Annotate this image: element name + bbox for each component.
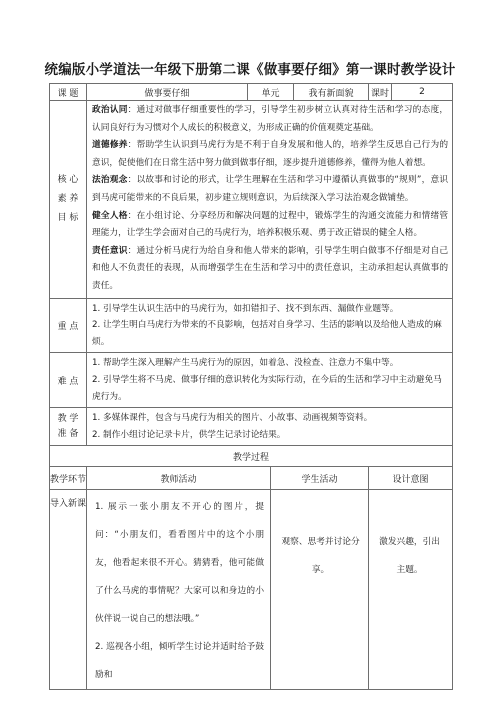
prep-content bbox=[87, 408, 453, 446]
lesson-plan-table bbox=[49, 83, 453, 690]
header-row bbox=[50, 84, 453, 101]
key-points-content bbox=[87, 298, 453, 353]
objective-item: 法治观念：以故事和讨论的形式，让学生理解在生活和学习中遵循认真做事的“规则”，意识到马虎可能带来的不良后果，初步建立规则意识，为后续深入学习法治观念做铺垫。 bbox=[92, 175, 449, 203]
process-design-intent: 激发兴趣，引出主题。 bbox=[369, 490, 453, 690]
key-points-row bbox=[50, 298, 453, 353]
process-stage: 导入新课 bbox=[50, 490, 87, 690]
unit-label: 单元 bbox=[248, 84, 294, 101]
difficulties-content bbox=[87, 353, 453, 408]
difficulties-label: 难 点 bbox=[50, 353, 87, 408]
col-student: 学生活动 bbox=[271, 467, 369, 490]
process-header-row bbox=[50, 467, 453, 490]
process-student-activity: 观察、思考并讨论分享。 bbox=[271, 490, 369, 690]
process-title: 教学过程 bbox=[50, 446, 453, 467]
col-intent: 设计意图 bbox=[369, 467, 453, 490]
prep-label: 教 学 准 备 bbox=[50, 408, 87, 446]
objectives-content bbox=[87, 101, 453, 299]
difficulty-item: 1. 帮助学生深入理解产生马虎行为的原因，如着急、没检查、注意力不集中等。 bbox=[92, 358, 399, 369]
objective-item: 健全人格：在小组讨论、分享经历和解决问题的过程中，锻炼学生的沟通交流能力和情绪管理能力，让学生学会面对自己的马虎行为，培养积极乐观、勇于改正错误的健全人格。 bbox=[92, 210, 449, 239]
key-point-item: 1. 引导学生认识生活中的马虎行为，如扣错扣子、找不到东西、漏做作业题等。 bbox=[92, 303, 399, 314]
prep-item: 1. 多媒体课件，包含与马虎行为相关的图片、小故事、动画视频等资料。 bbox=[92, 413, 373, 424]
objective-item: 政治认同：通过对做事仔细重要性的学习，引导学生初步树立认真对待生活和学习的态度，认同良好行为习惯对个人成长的积极意义，为形成正确的价值观奠定基础。 bbox=[92, 105, 449, 133]
process-row bbox=[50, 490, 453, 690]
process-teacher-activity bbox=[87, 490, 271, 690]
lesson-label: 课 题 bbox=[50, 84, 87, 101]
page-title: 统编版小学道法一年级下册第二课《做事要仔细》第一课时教学设计 bbox=[44, 62, 456, 78]
teacher-step: 1. 展示一张小朋友不开心的图片，提问：“小朋友们，看看图片中的这个小朋友，他看起来很不开心。猜猜看，他可能做了什么马虎的事情呢？大家可以和身边的小伙伴说一说自己的想法哦。” bbox=[95, 502, 265, 625]
prep-row bbox=[50, 408, 453, 446]
unit-value: 我有新面貌 bbox=[294, 84, 369, 101]
objective-item: 责任意识：通过分析马虎行为给自身和他人带来的影响，引导学生明白做事不仔细是对自己和他人不负责任的表现，从而增强学生在生活和学习中的责任意识，主动承担起认真做事的责任。 bbox=[92, 245, 449, 291]
objectives-row bbox=[50, 101, 453, 299]
col-teacher: 教师活动 bbox=[87, 467, 271, 490]
lesson-value: 做事要仔细 bbox=[87, 84, 248, 101]
col-stage: 教学环节 bbox=[50, 467, 87, 490]
prep-item: 2. 制作小组讨论记录卡片，供学生记录讨论结果。 bbox=[92, 429, 286, 440]
difficulty-item: 2. 引导学生将不马虎、做事仔细的意识转化为实际行动，在今后的生活和学习中主动避免马虎行为。 bbox=[92, 374, 442, 402]
objective-item: 道德修养：帮助学生认识到马虎行为是不利于自身发展和他人的，培养学生反思自己行为的意识，促使他们在日常生活中努力做到做事仔细，逐步提升道德修养，懂得为他人着想。 bbox=[92, 140, 449, 168]
period-value: 2 bbox=[392, 84, 453, 101]
process-title-row bbox=[50, 446, 453, 467]
objectives-label: 核 心 素 养 目 标 bbox=[50, 101, 87, 299]
difficulties-row bbox=[50, 353, 453, 408]
key-points-label: 重 点 bbox=[50, 298, 87, 353]
period-label: 课时 bbox=[369, 84, 392, 101]
key-point-item: 2. 让学生明白马虎行为带来的不良影响，包括对自身学习、生活的影响以及给他人造成的麻烦。 bbox=[92, 320, 442, 347]
teacher-step: 2. 巡视各小组，倾听学生讨论并适时给予鼓励和 bbox=[95, 642, 265, 681]
